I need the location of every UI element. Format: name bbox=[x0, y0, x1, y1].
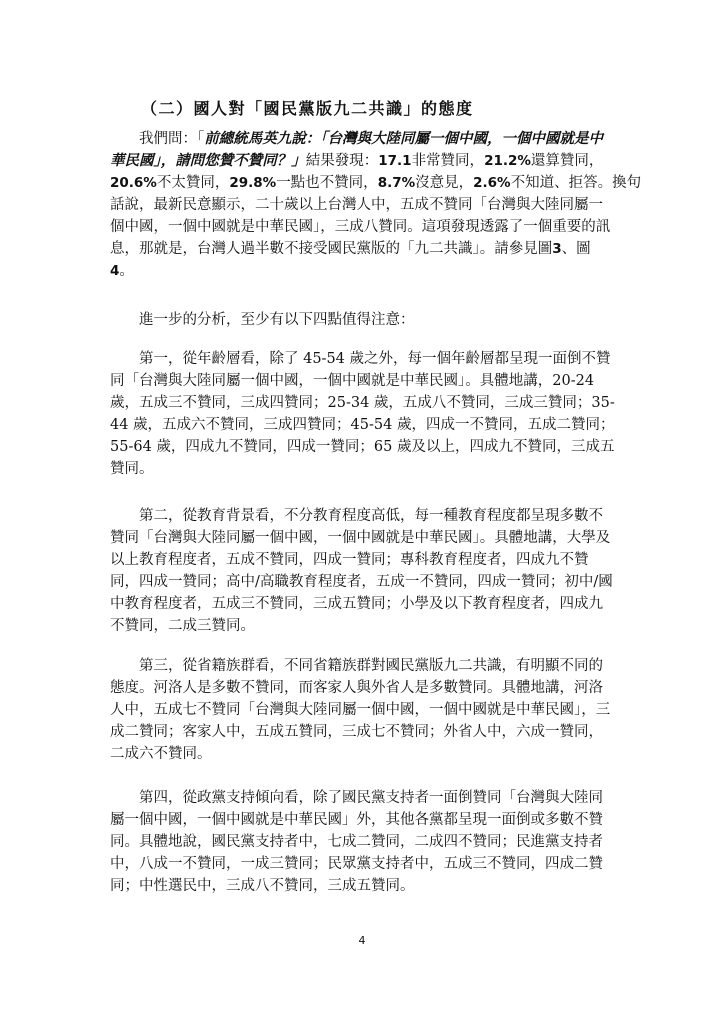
section-heading: （二）國人對「國民黨版九二共識」的態度 bbox=[141, 99, 474, 118]
intro-line-6 bbox=[110, 238, 614, 260]
point-1-line: 贊同。 bbox=[110, 461, 154, 477]
point-2-line: 中教育程度者，五成三不贊同，三成五贊同；小學及以下教育程度者，四成九 bbox=[110, 596, 603, 612]
point-2-line: 同，四成一贊同；高中/高職教育程度者，五成一不贊同，四成一贊同；初中/國 bbox=[110, 574, 613, 590]
intro-text: 不知道、拒答。換句 bbox=[510, 175, 642, 191]
point-2-paragraph bbox=[110, 505, 614, 637]
further-analysis-text: 進一步的分析，至少有以下四點值得注意： bbox=[139, 312, 415, 328]
point-4-line: 第四，從政黨支持傾向看，除了國民黨支持者一面倒贊同「台灣與大陸同 bbox=[139, 790, 603, 806]
point-1-line: 同「台灣與大陸同屬一個中國，一個中國就是中華民國」。具體地講，20-24 bbox=[110, 373, 595, 389]
point-1-paragraph bbox=[110, 348, 614, 480]
intro-text: 非常贊同， bbox=[411, 153, 485, 169]
point-1-line: 第一，從年齡層看，除了 45-54 歲之外，每一個年齡層都呈現一面倒不贊 bbox=[139, 351, 611, 367]
stat-value: 29.8% bbox=[229, 175, 277, 191]
intro-text: 息，那就是，台灣人過半數不接受國民黨版的「九二共識」。請參見圖 bbox=[110, 241, 553, 257]
stat-value: 21.2% bbox=[484, 153, 531, 169]
point-2-line: 第二，從教育背景看，不分教育程度高低，每一種教育程度都呈現多數不 bbox=[139, 508, 603, 524]
point-4-paragraph bbox=[110, 787, 614, 897]
intro-text: 。 bbox=[119, 263, 134, 279]
point-3-line: 態度。河洛人是多數不贊同，而客家人與外省人是多數贊同。具體地講，河洛 bbox=[110, 680, 603, 696]
point-1-line: 55-64 歲，四成九不贊同，四成一贊同；65 歲及以上，四成九不贊同，三成五 bbox=[110, 439, 615, 455]
stat-value: 20.6% bbox=[110, 175, 157, 191]
survey-question-end: 華民國」，請問您贊不贊同？」 bbox=[110, 152, 306, 169]
point-4-line: 中，八成一不贊同，一成三贊同；民眾黨支持者中，五成三不贊同，四成二贊 bbox=[110, 856, 603, 872]
point-4-line: 同。具體地說，國民黨支持者中，七成二贊同，二成四不贊同；民進黨支持者 bbox=[110, 834, 603, 850]
stat-value: 8.7% bbox=[377, 175, 416, 191]
intro-paragraph bbox=[110, 128, 642, 282]
intro-text: 、圖 bbox=[561, 241, 591, 257]
intro-text: 不太贊同， bbox=[156, 175, 230, 191]
further-analysis-line bbox=[110, 309, 614, 331]
intro-line-5: 個中國，一個中國就是中華民國」，三成八贊同。這項發現透露了一個重要的訊 bbox=[110, 219, 611, 235]
point-2-line: 不贊同，二成三贊同。 bbox=[110, 618, 255, 634]
intro-line-7 bbox=[110, 260, 614, 282]
point-3-paragraph bbox=[110, 655, 614, 765]
survey-question: 前總統馬英九說：「台灣與大陸同屬一個中國，一個中國就是中 bbox=[204, 130, 603, 147]
page-number: 4 bbox=[358, 934, 366, 947]
point-1-line: 44 歲，五成六不贊同，三成四贊同；45-54 歲，四成一不贊同，五成二贊同； bbox=[110, 417, 615, 433]
intro-line-1 bbox=[110, 128, 614, 150]
point-3-line: 成二贊同；客家人中，五成五贊同，三成七不贊同；外省人中，六成一贊同， bbox=[110, 724, 603, 740]
stat-value: 2.6% bbox=[473, 175, 511, 191]
stat-value: 17.1 bbox=[378, 153, 412, 169]
point-4-line: 屬一個中國，一個中國就是中華民國」外，其他各黨都呈現一面倒或多數不贊 bbox=[110, 812, 603, 828]
intro-line-2 bbox=[110, 150, 614, 172]
intro-text: 還算贊同， bbox=[530, 153, 604, 169]
figure-ref: 4 bbox=[110, 263, 120, 279]
point-2-line: 贊同「台灣與大陸同屬一個中國，一個中國就是中華民國」。具體地講，大學及 bbox=[110, 530, 611, 546]
intro-text: 我們問：「 bbox=[139, 131, 205, 147]
point-3-line: 第三，從省籍族群看，不同省籍族群對國民黨版九二共識，有明顯不同的 bbox=[139, 658, 603, 674]
point-2-line: 以上教育程度者，五成不贊同，四成一贊同；專科教育程度者，四成九不贊 bbox=[110, 552, 589, 568]
intro-text: 結果發現： bbox=[305, 153, 379, 169]
intro-line-3 bbox=[110, 172, 642, 194]
intro-line-4: 話說，最新民意顯示，二十歲以上台灣人中，五成不贊同「台灣與大陸同屬一 bbox=[110, 197, 603, 213]
point-3-line: 二成六不贊同。 bbox=[110, 746, 212, 762]
point-3-line: 人中，五成七不贊同「台灣與大陸同屬一個中國，一個中國就是中華民國」，三 bbox=[110, 702, 611, 718]
point-4-line: 同；中性選民中，三成八不贊同，三成五贊同。 bbox=[110, 878, 415, 894]
intro-text: 沒意見， bbox=[415, 175, 474, 191]
figure-ref: 3 bbox=[552, 241, 562, 257]
intro-text: 一點也不贊同， bbox=[276, 175, 378, 191]
point-1-line: 歲，五成三不贊同，三成四贊同；25-34 歲，五成八不贊同，三成三贊同；35- bbox=[110, 395, 615, 411]
